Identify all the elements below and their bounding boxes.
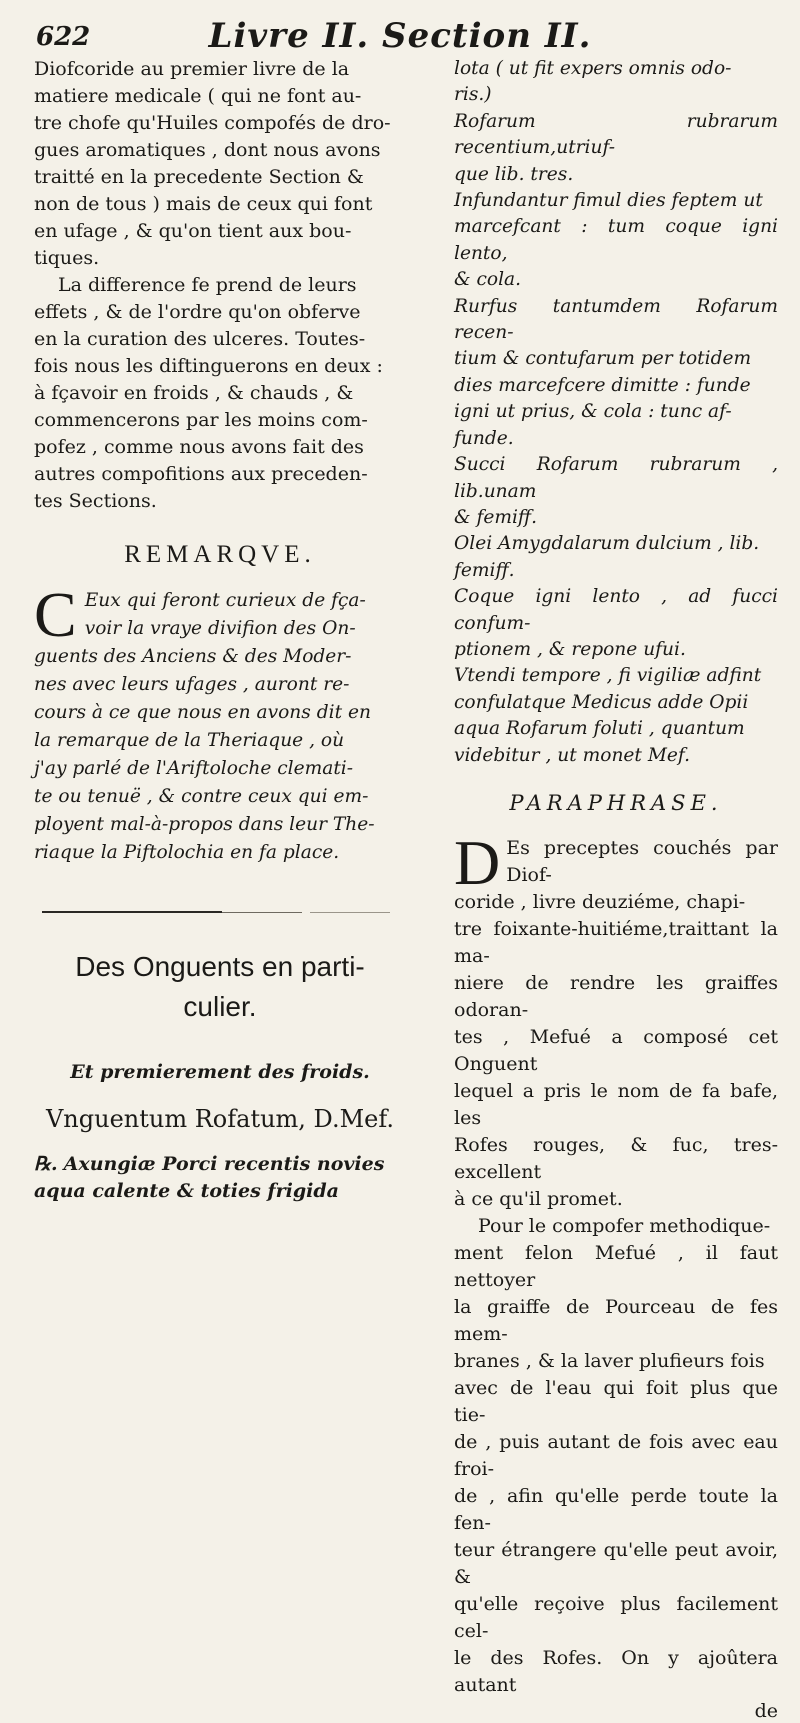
latin-recipe	[454, 56, 778, 769]
remarque-paragraph	[34, 579, 406, 867]
text-line: tium & contufarum per totidem	[454, 348, 752, 370]
text-line: teur étrangere qu'elle peut avoir, &	[454, 1538, 778, 1588]
text-line: niere de rendre les graiffes odoran-	[454, 971, 778, 1021]
text-line: igni ut prius, & cola : tunc af-	[454, 401, 732, 423]
text-line: dies marcefcere dimitte : funde	[454, 374, 751, 396]
drop-cap: D	[454, 826, 501, 898]
text-line: de , puis autant de fois avec eau froi-	[454, 1430, 778, 1480]
text-line: non de tous ) mais de ceux qui font	[34, 193, 373, 215]
text-line: pofez , comme nous avons fait des	[34, 436, 364, 458]
text-line: commencerons par les moins com-	[34, 409, 368, 431]
text-line: nes avec leurs ufages , auront re-	[34, 674, 350, 695]
remarque-heading: REMARQVE.	[124, 541, 316, 568]
text-line: coride , livre deuziéme, chapi-	[454, 890, 746, 913]
text-line: La difference fe prend de leurs	[58, 274, 357, 296]
text-line: confulatque Medicus adde Opii	[454, 691, 749, 713]
right-column	[454, 56, 778, 1723]
text-line: traitté en la precedente Section &	[34, 166, 364, 188]
text-line: te ou tenuë , & contre ceux qui em-	[34, 786, 369, 807]
text-line: à fçavoir en froids , & chauds , &	[34, 382, 354, 404]
text-line: de , afin qu'elle perde toute la fen-	[454, 1484, 778, 1534]
text-line: Succi Rofarum rubrarum , lib.unam	[454, 454, 778, 502]
section-title-line: Des Onguents en parti-	[75, 951, 365, 982]
text-line: ptionem , & repone ufui.	[454, 638, 686, 660]
running-title: Livre II. Section II.	[208, 16, 592, 56]
difference-paragraph	[34, 272, 406, 515]
text-line: femiff.	[454, 559, 515, 581]
text-line: tre chofe qu'Huiles compofés de dro-	[34, 112, 391, 134]
section-title	[34, 947, 406, 1027]
subtitle: Et premierement des froids.	[70, 1061, 370, 1083]
text-line: Eux qui feront curieux de fça-	[84, 590, 366, 611]
text-line: branes , & la laver plufieurs fois	[454, 1349, 765, 1372]
recipe-symbol: ℞.	[34, 1153, 58, 1175]
text-line: en ufage , & qu'on tient aux bou-	[34, 220, 352, 242]
text-line: tiques.	[34, 247, 100, 269]
text-line: matiere medicale ( qui ne font au-	[34, 85, 362, 107]
text-line: Coque igni lento , ad fucci confum-	[454, 586, 778, 634]
text-line: ment felon Mefué , il faut nettoyer	[454, 1241, 778, 1291]
drop-cap: C	[34, 579, 77, 650]
text-line: ployent mal-à-propos dans leur The-	[34, 814, 375, 835]
running-header	[0, 12, 800, 60]
text-line: la graiffe de Pourceau de fes mem-	[454, 1295, 778, 1345]
text-line: la remarque de la Theriaque , où	[34, 730, 345, 751]
text-line: Olei Amygdalarum dulcium , lib.	[454, 533, 760, 555]
text-line: Axungiæ Porci recentis novies	[63, 1153, 385, 1175]
catchword: de	[754, 1699, 778, 1722]
text-line: gues aromatiques , dont nous avons	[34, 139, 381, 161]
text-line: videbitur , ut monet Mef.	[454, 744, 690, 766]
left-column	[34, 56, 406, 1205]
text-line: Infundantur fimul dies feptem ut	[454, 190, 763, 212]
section-divider	[42, 907, 398, 917]
text-line: tes , Mefué a composé cet Onguent	[454, 1025, 778, 1075]
text-line: voir la vraye divifion des On-	[84, 618, 356, 639]
text-line: ris.)	[454, 84, 492, 106]
text-line: aqua calente & toties frigida	[34, 1180, 339, 1202]
paraphrase-paragraph	[454, 826, 778, 1699]
text-line: aqua Rofarum foluti , quantum	[454, 718, 745, 740]
text-line: fois nous les diftinguerons en deux :	[34, 355, 383, 377]
recipe-text	[34, 1151, 406, 1205]
text-line: guents des Anciens & des Moder-	[34, 646, 352, 667]
text-line: Vtendi tempore , fi vigiliæ adfint	[454, 665, 762, 687]
text-line: riaque la Piftolochia en fa place.	[34, 842, 340, 863]
text-line: cours à ce que nous en avons dit en	[34, 702, 371, 723]
text-line: qu'elle reçoive plus facilement cel-	[454, 1592, 778, 1642]
text-line: tes Sections.	[34, 490, 157, 512]
text-line: & femiff.	[454, 506, 538, 528]
page-number: 622	[36, 22, 91, 52]
text-line: Pour le compofer methodique-	[478, 1214, 771, 1237]
text-line: Rofarum rubrarum recentium,utriuf-	[454, 110, 778, 159]
text-line: & cola.	[454, 269, 522, 291]
text-line: avec de l'eau qui foit plus que tie-	[454, 1376, 778, 1426]
text-line: en la curation des ulceres. Toutes-	[34, 328, 366, 350]
text-line: Diofcoride au premier livre de la	[34, 58, 350, 80]
text-line: marcefcant : tum coque igni lento,	[454, 216, 778, 264]
paraphrase-heading: PARAPHRASE.	[509, 790, 723, 815]
text-line: le des Rofes. On y ajoûtera autant	[454, 1646, 778, 1696]
text-line: lota ( ut fit expers omnis odo-	[454, 58, 732, 79]
text-line: lequel a pris le nom de fa bafe, les	[454, 1079, 778, 1129]
text-line: j'ay parlé de l'Ariftoloche clemati-	[34, 758, 354, 779]
text-line: Rurfus tantumdem Rofarum recen-	[454, 295, 778, 344]
text-line: autres compofitions aux preceden-	[34, 463, 368, 485]
intro-paragraph	[34, 56, 406, 272]
text-line: à ce qu'il promet.	[454, 1187, 623, 1210]
text-line: Es preceptes couchés par Diof-	[506, 836, 778, 886]
section-title-line: culier.	[183, 991, 257, 1022]
text-line: funde.	[454, 427, 514, 449]
text-line: tre foixante-huitiéme,traittant la ma-	[454, 917, 778, 967]
text-line: Rofes rouges, & fuc, tres-excellent	[454, 1133, 778, 1183]
unguent-name: Vnguentum Rofatum, D.Mef.	[45, 1105, 395, 1133]
text-line: que lib. tres.	[454, 163, 574, 185]
text-line: effets , & de l'ordre qu'on obferve	[34, 301, 361, 323]
